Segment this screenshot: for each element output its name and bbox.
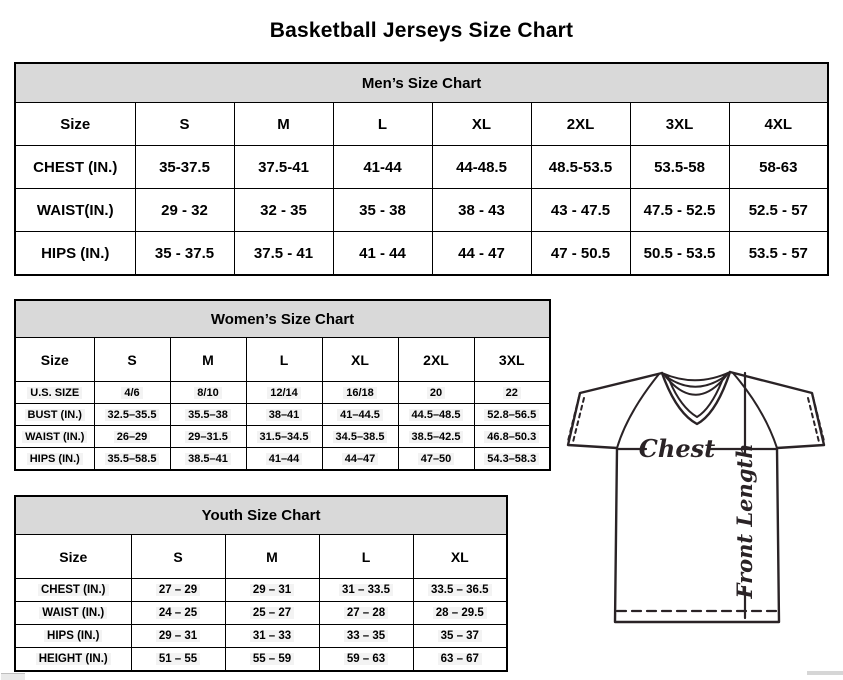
mens-cell: 35-37.5 [135, 146, 234, 189]
youth-col-header-size: Size [15, 535, 131, 579]
mens-col-header-3xl: 3XL [630, 103, 729, 146]
youth-cell: 25 – 27 [225, 602, 319, 625]
womens-row [15, 448, 550, 471]
youth-row [15, 579, 507, 602]
womens-row [15, 426, 550, 448]
jersey-measurement-diagram [558, 361, 840, 633]
mens-row [15, 189, 828, 232]
mens-cell: 47 - 50.5 [531, 232, 630, 276]
youth-col-header-xl: XL [413, 535, 507, 579]
youth-col-header-s: S [131, 535, 225, 579]
mens-cell: 44 - 47 [432, 232, 531, 276]
chest-label: Chest [638, 434, 716, 463]
womens-cell: 44.5–48.5 [398, 404, 474, 426]
mens-col-header-2xl: 2XL [531, 103, 630, 146]
youth-col-header-m: M [225, 535, 319, 579]
womens-cell: 4/6 [94, 382, 170, 404]
mens-cell: 32 - 35 [234, 189, 333, 232]
mens-size-chart-table [14, 62, 829, 276]
youth-cell: 29 – 31 [131, 625, 225, 648]
mens-col-header-4xl: 4XL [729, 103, 828, 146]
womens-row-label: U.S. SIZE [15, 382, 94, 404]
mens-cell: 47.5 - 52.5 [630, 189, 729, 232]
womens-row [15, 382, 550, 404]
womens-cell: 31.5–34.5 [246, 426, 322, 448]
mens-row [15, 146, 828, 189]
womens-col-header-size: Size [15, 338, 94, 382]
womens-cell: 38.5–42.5 [398, 426, 474, 448]
mens-cell: 38 - 43 [432, 189, 531, 232]
youth-table-title: Youth Size Chart [15, 496, 507, 535]
womens-cell: 52.8–56.5 [474, 404, 550, 426]
youth-row [15, 625, 507, 648]
mens-header-row [15, 103, 828, 146]
mens-row-label: HIPS (IN.) [15, 232, 135, 276]
scrollbar-fragment-right [807, 671, 843, 675]
youth-col-header-l: L [319, 535, 413, 579]
womens-col-header-2xl: 2XL [398, 338, 474, 382]
youth-cell: 28 – 29.5 [413, 602, 507, 625]
youth-row [15, 602, 507, 625]
youth-size-chart-table [14, 495, 508, 672]
mens-cell: 41 - 44 [333, 232, 432, 276]
womens-header-row [15, 338, 550, 382]
youth-cell: 29 – 31 [225, 579, 319, 602]
mens-cell: 44-48.5 [432, 146, 531, 189]
jersey-collar [662, 372, 730, 395]
womens-col-header-m: M [170, 338, 246, 382]
mens-cell: 53.5-58 [630, 146, 729, 189]
youth-row-label: CHEST (IN.) [15, 579, 131, 602]
mens-cell: 53.5 - 57 [729, 232, 828, 276]
youth-row-label: HEIGHT (IN.) [15, 648, 131, 672]
jersey-outline [568, 372, 824, 622]
womens-cell: 47–50 [398, 448, 474, 471]
womens-cell: 38–41 [246, 404, 322, 426]
womens-cell: 22 [474, 382, 550, 404]
youth-cell: 63 – 67 [413, 648, 507, 672]
womens-col-header-l: L [246, 338, 322, 382]
mens-table-title: Men’s Size Chart [15, 63, 828, 103]
womens-col-header-3xl: 3XL [474, 338, 550, 382]
womens-row-label: HIPS (IN.) [15, 448, 94, 471]
womens-cell: 44–47 [322, 448, 398, 471]
mens-cell: 50.5 - 53.5 [630, 232, 729, 276]
youth-cell: 59 – 63 [319, 648, 413, 672]
front-length-label: Front Length [732, 443, 757, 599]
womens-cell: 35.5–58.5 [94, 448, 170, 471]
mens-cell: 41-44 [333, 146, 432, 189]
womens-cell: 46.8–50.3 [474, 426, 550, 448]
mens-col-header-l: L [333, 103, 432, 146]
mens-cell: 52.5 - 57 [729, 189, 828, 232]
youth-row-label: WAIST (IN.) [15, 602, 131, 625]
youth-row [15, 648, 507, 672]
womens-col-header-xl: XL [322, 338, 398, 382]
jersey-right-sleeve-seam [733, 373, 777, 448]
womens-cell: 35.5–38 [170, 404, 246, 426]
youth-cell: 33 – 35 [319, 625, 413, 648]
youth-cell: 27 – 29 [131, 579, 225, 602]
mens-cell: 37.5-41 [234, 146, 333, 189]
mens-cell: 43 - 47.5 [531, 189, 630, 232]
womens-cell: 29–31.5 [170, 426, 246, 448]
youth-cell: 51 – 55 [131, 648, 225, 672]
youth-header-row [15, 535, 507, 579]
womens-cell: 32.5–35.5 [94, 404, 170, 426]
youth-cell: 35 – 37 [413, 625, 507, 648]
youth-cell: 31 – 33.5 [319, 579, 413, 602]
womens-row-label: BUST (IN.) [15, 404, 94, 426]
womens-table-title: Women’s Size Chart [15, 300, 550, 338]
mens-cell: 48.5-53.5 [531, 146, 630, 189]
womens-cell: 38.5–41 [170, 448, 246, 471]
mens-row-label: CHEST (IN.) [15, 146, 135, 189]
youth-cell: 31 – 33 [225, 625, 319, 648]
mens-col-header-s: S [135, 103, 234, 146]
mens-col-header-size: Size [15, 103, 135, 146]
womens-cell: 54.3–58.3 [474, 448, 550, 471]
womens-col-header-s: S [94, 338, 170, 382]
womens-cell: 16/18 [322, 382, 398, 404]
womens-row-label: WAIST (IN.) [15, 426, 94, 448]
womens-cell: 8/10 [170, 382, 246, 404]
mens-col-header-m: M [234, 103, 333, 146]
womens-row [15, 404, 550, 426]
youth-row-label: HIPS (IN.) [15, 625, 131, 648]
mens-cell: 37.5 - 41 [234, 232, 333, 276]
mens-cell: 58-63 [729, 146, 828, 189]
womens-cell: 34.5–38.5 [322, 426, 398, 448]
womens-cell: 41–44.5 [322, 404, 398, 426]
mens-row [15, 232, 828, 276]
youth-cell: 27 – 28 [319, 602, 413, 625]
womens-cell: 20 [398, 382, 474, 404]
womens-size-chart-table [14, 299, 551, 471]
youth-cell: 33.5 – 36.5 [413, 579, 507, 602]
mens-col-header-xl: XL [432, 103, 531, 146]
womens-cell: 12/14 [246, 382, 322, 404]
mens-row-label: WAIST(IN.) [15, 189, 135, 232]
youth-cell: 55 – 59 [225, 648, 319, 672]
mens-cell: 35 - 38 [333, 189, 432, 232]
mens-cell: 35 - 37.5 [135, 232, 234, 276]
mens-cell: 29 - 32 [135, 189, 234, 232]
womens-cell: 41–44 [246, 448, 322, 471]
womens-cell: 26–29 [94, 426, 170, 448]
page-title: Basketball Jerseys Size Chart [269, 19, 574, 43]
youth-cell: 24 – 25 [131, 602, 225, 625]
